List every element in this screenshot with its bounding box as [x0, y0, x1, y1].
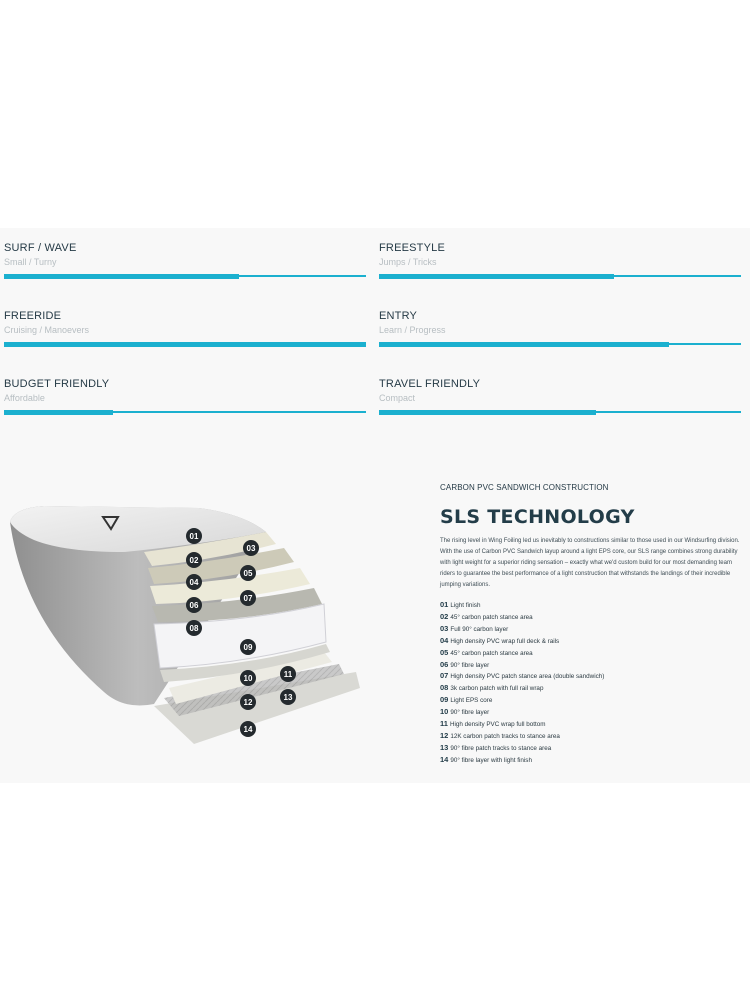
section-eyebrow: CARBON PVC SANDWICH CONSTRUCTION	[440, 483, 609, 492]
svg-text:02: 02	[189, 556, 199, 565]
svg-text:12: 12	[243, 698, 253, 707]
svg-text:08: 08	[189, 624, 199, 633]
layer-badge-07	[240, 590, 256, 606]
rating-bar	[4, 274, 366, 278]
list-item: 08 3k carbon patch with full rail wrap	[440, 683, 544, 693]
list-item: 07 High density PVC patch stance area (double sandwich)	[440, 671, 605, 681]
list-item: 04 High density PVC wrap full deck & rails	[440, 635, 560, 645]
rating-bar	[379, 342, 741, 346]
svg-text:09: 09	[243, 643, 253, 652]
list-item: 05 45° carbon patch stance area	[440, 647, 533, 657]
rating-fill	[4, 410, 113, 415]
layer-badge-10	[240, 670, 256, 686]
rating-name: FREERIDE	[4, 310, 62, 322]
list-item: 09 Light EPS core	[440, 695, 493, 705]
svg-text:04: 04	[189, 578, 199, 587]
svg-text:05: 05	[243, 569, 253, 578]
layer-badge-06	[186, 597, 202, 613]
rating-subtitle: Small / Turny	[4, 257, 57, 267]
rating-freestyle	[379, 242, 741, 268]
rating-budget-friendly	[4, 378, 366, 404]
layer-list	[440, 600, 740, 767]
rating-subtitle: Cruising / Manoevers	[4, 325, 90, 335]
rating-fill	[379, 410, 596, 415]
rating-subtitle: Affordable	[4, 393, 45, 403]
board-layers-illustration	[4, 492, 384, 752]
rating-bar	[379, 410, 741, 414]
layer-badge-11	[280, 666, 296, 682]
rating-entry	[379, 310, 741, 336]
svg-text:13: 13	[283, 693, 293, 702]
rating-subtitle: Compact	[379, 393, 416, 403]
rating-freeride	[4, 310, 366, 336]
list-item: 13 90° fibre patch tracks to stance area	[440, 742, 552, 752]
list-item: 06 90° fibre layer	[440, 659, 490, 669]
rating-fill	[4, 274, 239, 279]
rating-name: BUDGET FRIENDLY	[4, 378, 110, 390]
rating-name: FREESTYLE	[379, 242, 445, 254]
layer-badge-05	[240, 565, 256, 581]
svg-text:06: 06	[189, 601, 199, 610]
rating-bar	[4, 342, 366, 346]
list-item: 12 12K carbon patch tracks to stance area	[440, 730, 560, 740]
layer-badge-08	[186, 620, 202, 636]
layer-badge-09	[240, 639, 256, 655]
list-item: 11 High density PVC wrap full bottom	[440, 719, 546, 729]
section-title: SLS TECHNOLOGY	[440, 506, 635, 528]
rating-fill	[379, 274, 614, 279]
rating-subtitle: Jumps / Tricks	[379, 257, 437, 267]
layer-badge-04	[186, 574, 202, 590]
svg-text:11: 11	[283, 670, 293, 679]
rating-name: ENTRY	[379, 310, 418, 322]
list-item: 01 Light finish	[440, 600, 481, 609]
list-item: 10 90° fibre layer	[440, 707, 490, 717]
svg-text:03: 03	[246, 544, 256, 553]
list-item: 03 Full 90° carbon layer	[440, 623, 509, 633]
rating-name: TRAVEL FRIENDLY	[379, 378, 481, 390]
svg-text:07: 07	[243, 594, 253, 603]
rating-surf-wave	[4, 242, 366, 268]
rating-fill	[4, 342, 366, 347]
rating-bar	[379, 274, 741, 278]
technology-section	[440, 483, 740, 767]
rating-name: SURF / WAVE	[4, 242, 77, 254]
list-item: 14 90° fibre layer with light finish	[440, 754, 532, 764]
rating-subtitle: Learn / Progress	[379, 325, 446, 335]
layer-badge-02	[186, 552, 202, 568]
svg-text:14: 14	[243, 725, 253, 734]
rating-fill	[379, 342, 669, 347]
layer-badge-13	[280, 689, 296, 705]
layer-badge-14	[240, 721, 256, 737]
svg-text:01: 01	[189, 532, 199, 541]
layer-badge-12	[240, 694, 256, 710]
layer-badge-03	[243, 540, 259, 556]
layer-badge-01	[186, 528, 202, 544]
section-description: The rising level in Wing Foiling led us inevitably to constructions similar to those used in our Windsurfing division. With the use of Carbon PVC Sandwich layup around a light EPS core, our SLS range combines strong durability with light weight for a superior riding sensation – exactly what we'd custom build for our most demanding team riders to guarantee the best performance of a light construction that withstands the landings of their incredible jumping variations.	[440, 538, 740, 588]
list-item: 02 45° carbon patch stance area	[440, 611, 533, 621]
rating-bar	[4, 410, 366, 414]
rating-travel-friendly	[379, 378, 741, 404]
svg-text:10: 10	[243, 674, 253, 683]
